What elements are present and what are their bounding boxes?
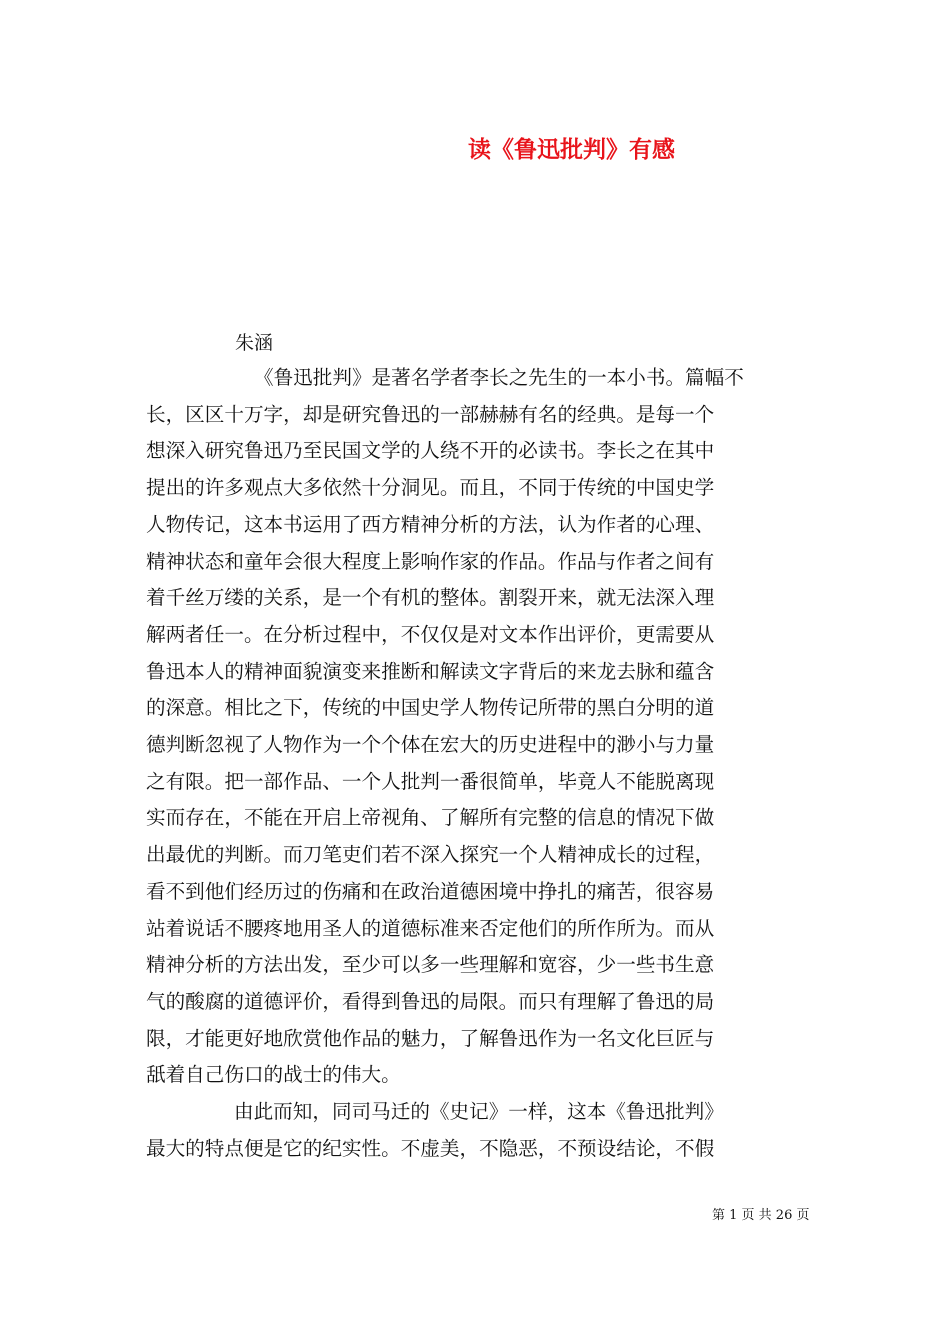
text-line: 之有限。把一部作品、一个人批判一番很简单，毕竟人不能脱离现 bbox=[146, 769, 715, 793]
text-line: 实而存在，不能在开启上帝视角、了解所有完整的信息的情况下做 bbox=[146, 806, 715, 830]
text-line: 的深意。相比之下，传统的中国史学人物传记所带的黑白分明的道 bbox=[146, 696, 715, 720]
body-text bbox=[146, 360, 808, 1167]
text-line: 最大的特点便是它的纪实性。不虚美，不隐恶，不预设结论，不假 bbox=[146, 1136, 715, 1160]
text-line: 想深入研究鲁迅乃至民国文学的人绕不开的必读书。李长之在其中 bbox=[146, 439, 715, 463]
document-title: 读《鲁迅批判》有感 bbox=[468, 137, 675, 163]
text-line: 鲁迅本人的精神面貌演变来推断和解读文字背后的来龙去脉和蕴含 bbox=[146, 659, 715, 683]
text-line: 精神分析的方法出发，至少可以多一些理解和宽容，少一些书生意 bbox=[146, 953, 715, 977]
text-line: 着千丝万缕的关系，是一个有机的整体。割裂开来，就无法深入理 bbox=[146, 586, 715, 610]
text-line: 精神状态和童年会很大程度上影响作家的作品。作品与作者之间有 bbox=[146, 549, 715, 573]
text-line: 人物传记，这本书运用了西方精神分析的方法，认为作者的心理、 bbox=[146, 512, 715, 536]
text-line: 德判断忽视了人物作为一个个体在宏大的历史进程中的渺小与力量 bbox=[146, 733, 715, 757]
text-line: 限，才能更好地欣赏他作品的魅力，了解鲁迅作为一名文化巨匠与 bbox=[146, 1026, 715, 1050]
author-name: 朱涵 bbox=[235, 332, 274, 354]
text-line: 由此而知，同司马迁的《史记》一样，这本《鲁迅批判》 bbox=[234, 1100, 724, 1124]
text-line: 出最优的判断。而刀笔吏们若不深入探究一个人精神成长的过程， bbox=[146, 843, 715, 867]
text-line: 看不到他们经历过的伤痛和在政治道德困境中挣扎的痛苦，很容易 bbox=[146, 879, 715, 903]
text-line: 长，区区十万字，却是研究鲁迅的一部赫赫有名的经典。是每一个 bbox=[146, 402, 715, 426]
text-line: 舐着自己伤口的战士的伟大。 bbox=[146, 1063, 401, 1087]
text-line: 《鲁迅批判》是著名学者李长之先生的一本小书。篇幅不 bbox=[254, 366, 744, 389]
text-line: 气的酸腐的道德评价，看得到鲁迅的局限。而只有理解了鲁迅的局 bbox=[146, 989, 715, 1013]
text-line: 解两者任一。在分析过程中，不仅仅是对文本作出评价，更需要从 bbox=[146, 622, 715, 646]
page-number: 第 1 页 共 26 页 bbox=[712, 1208, 810, 1223]
text-line: 站着说话不腰疼地用圣人的道德标准来否定他们的所作所为。而从 bbox=[146, 916, 715, 940]
text-line: 提出的许多观点大多依然十分洞见。而且，不同于传统的中国史学 bbox=[146, 476, 715, 500]
